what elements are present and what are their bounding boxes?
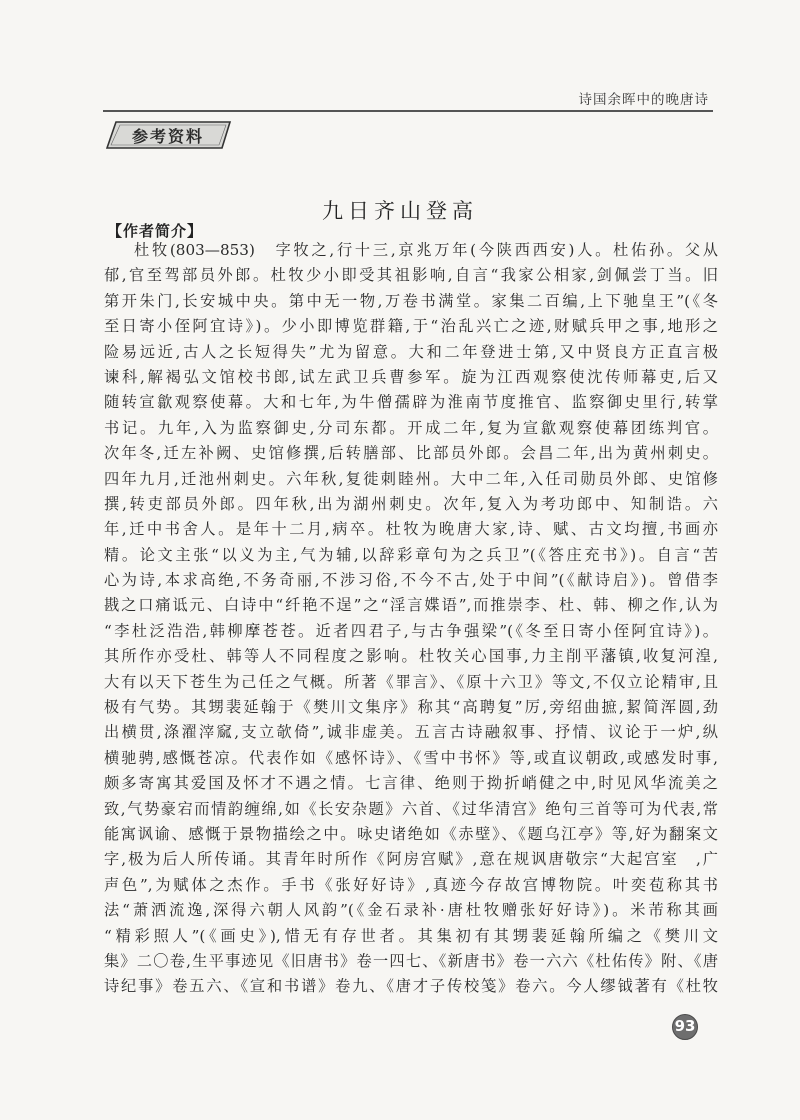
body-line: 致,气势豪宕而情韵缠绵,如《长安杂题》六首、《过华清宫》绝句三首等可为代表,常 xyxy=(104,799,718,818)
body-line: “精彩照人”(《画史》),惜无有存世者。其集初有其甥裴延翰所编之《樊川文 xyxy=(104,926,718,945)
page-number: 93 xyxy=(674,1017,696,1035)
section-banner-label: 参考资料 xyxy=(132,127,205,146)
body-line: 至日寄小侄阿宜诗》)。少小即博览群籍,于“治乱兴亡之迹,财赋兵甲之事,地形之 xyxy=(104,317,718,336)
body-line: “李杜泛浩浩,韩柳摩苍苍。近者四君子,与古争强梁”(《冬至日寄小侄阿宜诗》)。 xyxy=(104,621,718,640)
body-line: 精。论文主张“以义为主,气为辅,以辞彩章句为之兵卫”(《答庄充书》)。自言“苦 xyxy=(104,545,718,564)
body-line: 心为诗,本求高绝,不务奇丽,不涉习俗,不今不古,处于中间”(《献诗启》)。曾借李 xyxy=(104,571,718,590)
body-line: 颇多寄寓其爱国及怀才不遇之情。七言律、绝则于拗折峭健之中,时见风华流美之 xyxy=(104,774,718,793)
body-line: 声色”,为赋体之杰作。手书《张好好诗》,真迹今存故宫博物院。叶奕苞称其书 xyxy=(104,875,718,894)
body-line: 险易远近,古人之长短得失”尤为留意。大和二年登进士第,又中贤良方正直言极 xyxy=(104,342,718,361)
body-line: 四年九月,迁池州刺史。六年秋,复徙刺睦州。大中二年,入任司勋员外郎、史馆修 xyxy=(104,469,718,488)
body-line: 字,极为后人所传诵。其青年时所作《阿房宫赋》,意在规讽唐敬宗“大起宫室 ,广 xyxy=(104,850,718,869)
body-line: 撰,转吏部员外郎。四年秋,出为湖州刺史。次年,复入为考功郎中、知制诰。六 xyxy=(104,494,718,513)
body-line: 随转宣歙观察使幕。大和七年,为牛僧孺辟为淮南节度推官、监察御史里行,转掌 xyxy=(104,393,718,412)
author-intro-text xyxy=(104,238,718,1000)
body-line: 郁,官至驾部员外郎。杜牧少小即受其祖影响,自言“我家公相家,剑佩尝丁当。旧 xyxy=(104,266,718,285)
body-line: 第开朱门,长安城中央。第中无一物,万卷书满堂。家集二百编,上下驰皇王”(《冬 xyxy=(104,291,718,310)
body-line: 次年冬,迁左补阙、史馆修撰,后转膳部、比部员外郎。会昌二年,出为黄州刺史。 xyxy=(104,444,718,463)
body-line: 法“萧洒流逸,深得六朝人风韵”(《金石录补·唐杜牧赠张好好诗》)。米芾称其画 xyxy=(104,901,718,920)
poem-title: 九日齐山登高 xyxy=(322,199,478,223)
body-line: 谏科,解褐弘文馆校书郎,试左武卫兵曹参军。旋为江西观察使沈传师幕吏,后又 xyxy=(104,367,718,386)
body-line: 杜牧(803—853) 字牧之,行十三,京兆万年(今陕西西安)人。杜佑孙。父从 xyxy=(134,241,718,259)
running-header xyxy=(103,88,713,112)
body-line: 集》二〇卷,生平事迹见《旧唐书》卷一四七、《新唐书》卷一六六《杜佑传》附、《唐 xyxy=(104,951,718,970)
body-line: 极有气势。其甥裴延翰于《樊川文集序》称其“高聘复”厉,旁绍曲摭,絜简浑圆,劲 xyxy=(104,698,718,717)
body-line: 能寓讽谕、感慨于景物描绘之中。咏史诸绝如《赤壁》、《题乌江亭》等,好为翻案文 xyxy=(104,824,718,843)
body-line: 戡之口痛诋元、白诗中“纤艳不逞”之“淫言媟语”,而推崇李、杜、韩、柳之作,认为 xyxy=(104,596,718,615)
body-line: 书记。九年,入为监察御史,分司东都。开成二年,复为宣歙观察使幕团练判官。 xyxy=(104,418,718,437)
body-line: 其所作亦受杜、韩等人不同程度之影响。杜牧关心国事,力主削平藩镇,收复河湟, xyxy=(104,647,718,666)
body-line: 诗纪事》卷五六、《宣和书谱》卷九、《唐才子传校笺》卷六。今人缪钺著有《杜牧 xyxy=(104,977,718,996)
section-banner xyxy=(106,121,232,149)
body-line: 横驰骋,感慨苍凉。代表作如《感怀诗》、《雪中书怀》等,或直议朝政,或感发时事, xyxy=(104,748,718,767)
running-header-title: 诗国余晖中的晚唐诗 xyxy=(578,92,709,108)
page-number-badge xyxy=(671,1013,699,1041)
body-line: 出横贯,涤濯滓窳,支立欹倚”,诚非虚美。五言古诗融叙事、抒情、议论于一炉,纵 xyxy=(104,723,718,742)
body-line: 大有以天下苍生为己任之气概。所著《罪言》、《原十六卫》等文,不仅立论精审,且 xyxy=(104,672,718,691)
author-intro-heading: 【作者简介】 xyxy=(107,222,204,240)
body-line: 年,迁中书舍人。是年十二月,病卒。杜牧为晚唐大家,诗、赋、古文均擅,书画亦 xyxy=(104,520,718,539)
